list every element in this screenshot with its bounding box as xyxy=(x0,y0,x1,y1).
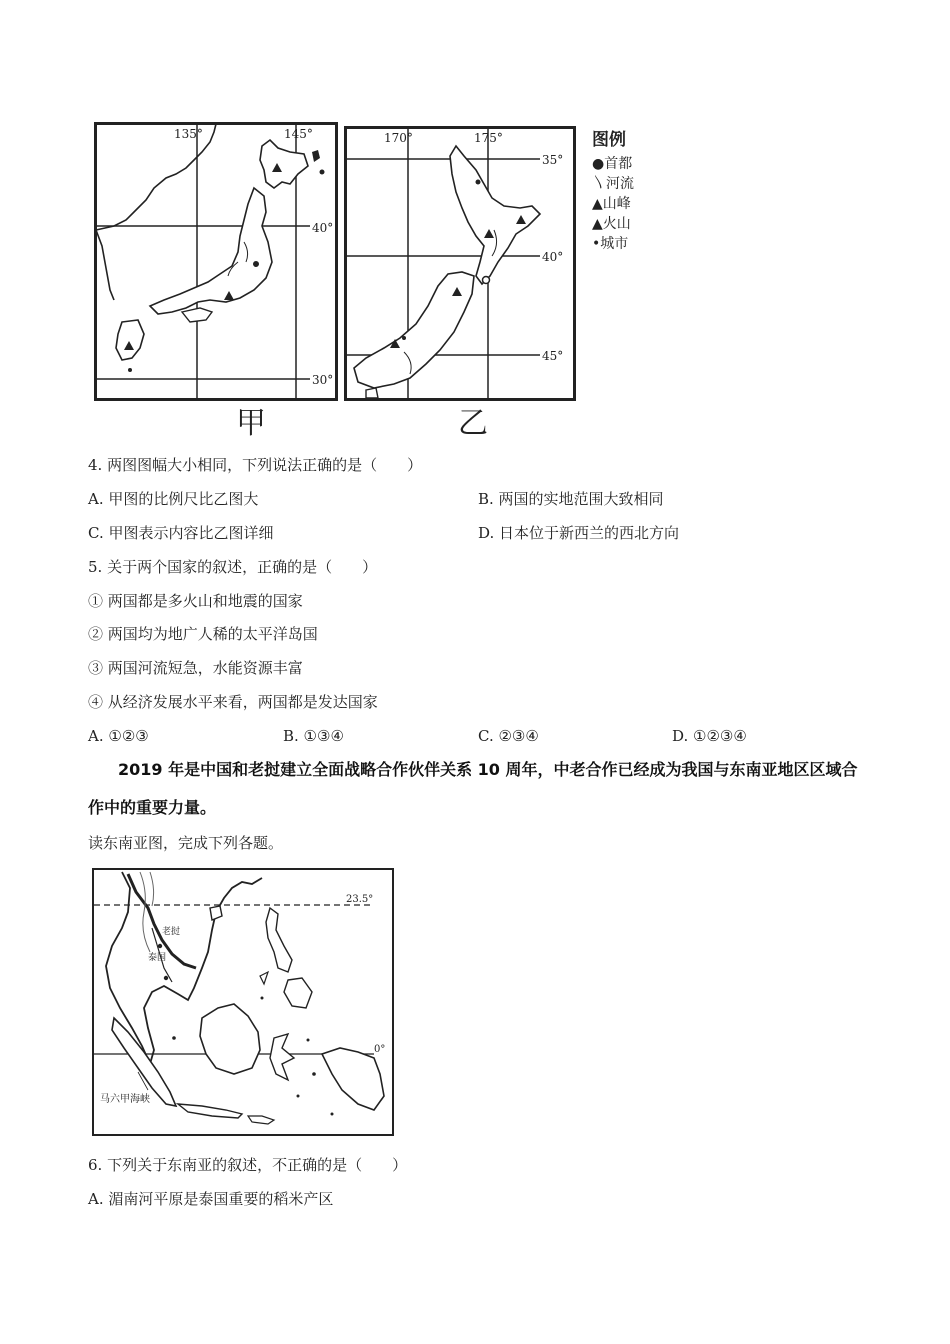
question-5-option-d[interactable]: D. ①②③④ xyxy=(672,727,747,745)
place-label-malacca-strait: 马六甲海峡 xyxy=(100,1094,150,1105)
question-6-stem: 6. 下列关于东南亚的叙述，不正确的是（ ） xyxy=(88,1156,408,1174)
instruction: 读东南亚图，完成下列各题。 xyxy=(88,834,284,852)
map-new-zealand xyxy=(344,126,578,404)
question-5-statement: ② 两国均为地广人稀的太平洋岛国 xyxy=(88,625,318,643)
passage-line-1: 2019 年是中国和老挝建立全面战略合作伙伴关系 10 周年，中老合作已经成为我国与东南亚地区区域合 xyxy=(118,760,858,779)
city-icon: • xyxy=(592,236,601,252)
lon-label-170: 170° xyxy=(384,131,413,145)
question-4-option-c[interactable]: C. 甲图表示内容比乙图详细 xyxy=(88,524,274,542)
question-5-statement: ④ 从经济发展水平来看，两国都是发达国家 xyxy=(88,693,378,711)
legend-item-river xyxy=(592,174,652,194)
map-caption-yi: 乙 xyxy=(458,406,488,441)
passage-line-2: 作中的重要力量。 xyxy=(88,798,217,817)
island xyxy=(312,1072,316,1076)
lat-label-40: 40° xyxy=(542,250,564,264)
question-4-option-d[interactable]: D. 日本位于新西兰的西北方向 xyxy=(478,524,680,542)
legend-label: 城市 xyxy=(600,236,629,252)
question-4-option-b[interactable]: B. 两国的实地范围大致相同 xyxy=(478,490,664,508)
question-5-option-a[interactable]: A. ①②③ xyxy=(88,727,149,745)
island xyxy=(320,170,325,175)
island xyxy=(128,368,132,372)
question-5-statement: ① 两国都是多火山和地震的国家 xyxy=(88,592,303,610)
place-label-thailand: 泰国 xyxy=(148,953,167,963)
capital-icon xyxy=(158,944,162,948)
capital-icon xyxy=(253,261,259,267)
lat-label-45: 45° xyxy=(542,349,564,363)
lat-label-30: 30° xyxy=(312,373,334,387)
lat-label-40: 40° xyxy=(312,221,334,235)
capital-icon: ● xyxy=(592,156,605,172)
map-legend xyxy=(592,130,652,254)
city-icon xyxy=(172,1036,176,1040)
legend-item-peak xyxy=(592,194,652,214)
question-5-option-b[interactable]: B. ①③④ xyxy=(283,727,344,745)
capital-icon xyxy=(483,277,490,284)
lon-label-145: 145° xyxy=(284,127,313,141)
legend-label: 火山 xyxy=(602,216,631,232)
island xyxy=(331,1113,334,1116)
city-icon xyxy=(402,336,406,340)
question-4-stem: 4. 两图图幅大小相同，下列说法正确的是（ ） xyxy=(88,456,423,474)
lat-label-23-5: 23.5° xyxy=(346,894,374,905)
map-southeast-asia xyxy=(92,868,394,1136)
question-6-option-a[interactable]: A. 湄南河平原是泰国重要的稻米产区 xyxy=(88,1190,334,1208)
map-japan xyxy=(94,122,338,404)
lat-label-0: 0° xyxy=(374,1044,386,1055)
legend-title: 图例 xyxy=(592,130,626,150)
river-icon: 〵 xyxy=(592,176,606,192)
legend-label: 首都 xyxy=(604,156,633,172)
lon-label-135: 135° xyxy=(174,127,203,141)
question-5-stem: 5. 关于两个国家的叙述，正确的是（ ） xyxy=(88,558,378,576)
island xyxy=(261,997,264,1000)
question-4-option-a[interactable]: A. 甲图的比例尺比乙图大 xyxy=(88,490,259,508)
map-caption-jia: 甲 xyxy=(236,406,266,441)
legend-item-volcano xyxy=(592,214,652,234)
lat-label-35: 35° xyxy=(542,153,564,167)
legend-label: 河流 xyxy=(606,176,634,192)
volcano-icon: ▲ xyxy=(592,216,603,232)
peak-icon: ▲ xyxy=(592,196,603,212)
place-label-laos: 老挝 xyxy=(162,927,181,937)
city-icon xyxy=(476,180,481,185)
stewart-island xyxy=(366,388,378,398)
legend-item-city xyxy=(592,234,652,254)
lon-label-175: 175° xyxy=(474,131,503,145)
island xyxy=(307,1039,310,1042)
legend-item-capital xyxy=(592,154,652,174)
question-5-option-c[interactable]: C. ②③④ xyxy=(478,727,539,745)
question-5-statement: ③ 两国河流短急，水能资源丰富 xyxy=(88,659,303,677)
island xyxy=(297,1095,300,1098)
legend-label: 山峰 xyxy=(602,196,631,212)
capital-icon xyxy=(164,976,168,980)
